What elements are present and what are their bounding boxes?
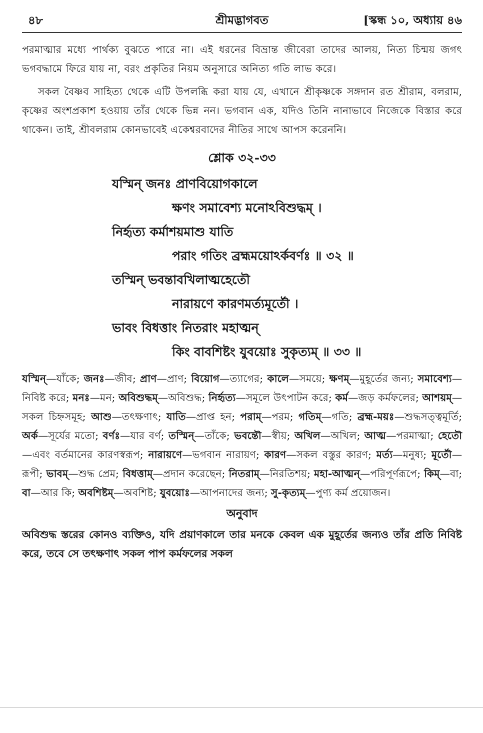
synonym-word: ভাবম্ [46,468,69,480]
synonym-word: মর্ত্য [376,449,393,461]
synonym-word: যস্মিন্ [22,373,47,385]
synonym-word: বর্ণঃ [102,430,121,442]
synonym-meaning: প্রাপ্ত হন [196,412,232,423]
synonym-word: আশু [91,411,112,423]
synonym-meaning: যাঁকে [56,374,77,385]
synonym-word: ক্ষণম্ [329,373,350,385]
synonym-meaning: তাঁকে [204,431,227,442]
synonym-word: ব্রহ্ম-ময়ঃ [357,411,395,423]
synonym-word: নারায়ণে [148,449,183,461]
synonym-meaning: ত্যাগের [229,374,260,385]
synonym-meaning: সকল চিহ্নসমূহ [22,412,83,423]
verse-line: পরাং গতিং ব্রহ্মময়োঽর্কবর্ণঃ ॥ ৩২ ॥ [172,248,354,263]
synonym-meaning: সময়ে [299,374,322,385]
verse-line: ক্ষণং সমাবেশ্য মনোঽবিশুদ্ধম্ । [172,200,322,215]
page-number: ৪৮ [28,13,43,27]
synonym-meaning: মন [100,393,112,404]
synonym-word: নির্হৃত্য [208,392,236,404]
synonym-meaning: আর কি [40,488,72,499]
synonym-word: নিতরাম্ [228,468,260,480]
verse-line: নির্হৃত্য কর্মাশয়মাশু যাতি [112,224,234,239]
synonym-word: বা [22,487,31,499]
verse-line: নারায়ণে কারণমর্ত্যমূর্তৌ । [172,296,299,311]
synonym-word: কর্ম [335,392,349,404]
synonym-word: মূর্তৌ [431,449,452,461]
synonym-meaning: প্রাণ [166,374,184,385]
synonym-meaning: মুহূর্তের জন্য [359,374,411,385]
synonym-word: জনঃ [83,373,105,385]
footer-rule [0,707,483,708]
synonym-meaning: পরিপূর্ণরূপে [370,469,418,480]
synonym-meaning: যার বর্ণ [130,431,161,442]
header-rule [22,32,462,33]
synonym-word: অর্ক [22,430,38,442]
synonym-meaning: মনুষ্য [402,450,424,461]
synonym-meaning: নিবিষ্ট করে [22,393,66,404]
synonym-word: বিয়োগ [191,373,220,385]
synonym-word: সমাবেশ্য [417,373,452,385]
page [22,10,462,564]
synonym-meaning: অবিশুদ্ধ [168,393,202,404]
verse-line: ভাবং বিধত্তাং নিতরাং মহাত্মন্ [112,320,259,335]
synonym-word: প্রাণ [140,373,157,385]
synonym-word: যাতি [166,411,186,423]
synonym-word: ভবন্তৌ [234,430,262,442]
synonym-meaning: অখিল [330,431,357,442]
word-for-word-synonyms: যস্মিন্—যাঁকে; জনঃ—জীব; প্রাণ—প্রাণ; বিয়োগ—ত্যাগের; কালে—সময়ে; ক্ষণম্—মুহূর্তের জন্য; সমাবেশ্য—নিবিষ্ট করে; মনঃ—মন; অবিশুদ্ধম্—অবিশুদ্ধ; নির্হৃত্য—সমূলে উৎপাটন করে; কর্ম—জড় কর্মফলের; আশয়ম্—সকল চিহ্নসমূহ; আশু—তৎক্ষণাৎ; যাতি—প্রাপ্ত হন; পরাম্—পরম; গতিম্—গতি; ব্রহ্ম-ময়ঃ—শুদ্ধসত্ত্বমূর্তি; অর্ক—সূর্যের মতো; বর্ণঃ—যার বর্ণ; তস্মিন্—তাঁকে; ভবন্তৌ—স্বীয়; অখিল—অখিল; আত্ম—পরমাত্মা; হেতৌ—এবং বর্তমানের কারণস্বরূপ; নারায়ণে—ভগবান নারায়ণ; কারণ—সকল বস্তুর কারণ; মর্ত্য—মনুষ্য; মূর্তৌ—রূপী; ভাবম্—শুদ্ধ প্রেম; বিধত্তাম্—প্রদান করেছেন; নিতরাম্—নিরতিশয়; মহা-আত্মন্—পরিপূর্ণরূপে; কিম্—বা; বা—আর কি; অবশিষ্টম্—অবশিষ্ট; যুবয়োঃ—আপনাদের জন্য; সু-কৃত্যম্—পুণ্য কর্ম প্রয়োজন। [22,373,463,499]
synonym-meaning: বা [449,469,459,480]
verse-line: কিং বাবশিষ্টং যুবয়োঃ সুকৃত্যম্ ॥ ৩৩ ॥ [172,344,362,359]
synonym-word: মহা-আত্মন্ [313,468,360,480]
synonym-word: পরাম্ [240,411,262,423]
synonym-word: কালে [267,373,290,385]
synonym-word: সু-কৃত্যম্ [271,487,306,499]
synonym-meaning: অবশিষ্ট [123,488,154,499]
synonym-meaning: সূর্যের মতো [48,431,96,442]
verse-title: শ্লোক ৩২-৩৩ [208,150,276,165]
synonym-word: মনঃ [72,392,90,404]
synonym-word: অবিশুদ্ধম্ [118,392,158,404]
purport-paragraph-1: পরমাত্মার মধ্যে পার্থক্য বুঝতে পারে না। এই ধরনের বিভ্রান্ত জীবেরা তাদের আলয়, নিত্য চিন্ময় জগৎ ভগবদ্ধামে ফিরে যায় না, বরং প্রকৃতির নিয়ম অনুসারে অনিত্য গতি লাভ করে। [22,45,462,75]
synonym-meaning: জড় কর্মফলের [358,393,416,404]
synonym-meaning: পুণ্য কর্ম প্রয়োজন [315,488,387,499]
synonym-word: বিধত্তাম্ [122,468,153,480]
synonym-meaning: পরমাত্মা [396,431,431,442]
synonym-meaning: নিরতিশয় [269,469,307,480]
translation-text: অবিশুদ্ধ স্তরের কোনও ব্যক্তিও, যদি প্রয়াণকালে তার মনকে কেবল এক মুহূর্তের জন্যও তাঁর প্রতি নিবিষ্ট করে, তবে সে তৎক্ষণাৎ সকল পাপ কর্মফলের সকল [22,529,462,560]
synonym-meaning: সকল বস্তুর কারণ [296,450,369,461]
verse-block [22,172,462,364]
synonym-meaning: শুদ্ধসত্ত্বমূর্তি [404,412,459,423]
synonym-word: অবশিষ্টম্ [78,487,114,499]
synonym-meaning: আপনাদের জন্য [200,488,265,499]
synonym-meaning: ভগবান নারায়ণ [192,450,256,461]
synonym-word: অখিল [294,430,321,442]
synonym-meaning: জীব [114,374,133,385]
synonym-meaning: প্রদান করেছেন [162,469,222,480]
translation-heading: অনুবাদ [226,507,258,520]
purport-paragraph-2: সকল বৈষ্ণব সাহিত্য থেকে এটি উপলব্ধি করা যায় যে, এখানে শ্রীকৃষ্ণকে সঙ্গদান রত শ্রীরাম, বলরাম, কৃষ্ণের অংশপ্রকাশ হওয়ায় তাঁর থেকে ভিন্ন নন। ভগবান এক, যদিও তিনি নানাভাবে নিজেকে বিস্তার করে থাকেন। তাই, শ্রীবলরাম কোনভাবেই একেশ্বরবাদের নীতির সাথে আপস করেননি। [22,87,462,136]
synonym-word: যুবয়োঃ [159,487,190,499]
synonym-meaning: এবং বর্তমানের কারণস্বরূপ [32,450,140,461]
verse-line: যস্মিন্ জনঃ প্রাণবিয়োগকালে [112,176,258,191]
synonym-word: কিম্ [424,468,440,480]
synonym-meaning: পরম [271,412,290,423]
chapter-reference: [স্কন্ধ ১০, অধ্যায় ৪৬ [363,13,462,27]
synonym-meaning: শুদ্ধ প্রেম [78,469,116,480]
running-header [22,10,462,32]
synonym-word: আত্ম [364,430,387,442]
synonym-word: কারণ [264,449,287,461]
synonym-word: আশয়ম্ [422,392,452,404]
synonym-meaning: সমূলে উৎপাটন করে [245,393,329,404]
synonym-word: তস্মিন্ [168,430,195,442]
verse-line: তস্মিন্ ভবন্তাবখিলাত্মহেতৌ [112,272,250,287]
book-title: শ্রীমদ্ভাগবত [215,13,269,27]
synonym-meaning: গতি [331,412,349,423]
synonym-word: হেতৌ [437,430,463,442]
synonym-meaning: তৎক্ষণাৎ [121,412,158,423]
synonym-meaning: স্বীয় [271,431,287,442]
synonym-meaning: রূপী [22,469,40,480]
synonym-word: গতিম্ [298,411,322,423]
